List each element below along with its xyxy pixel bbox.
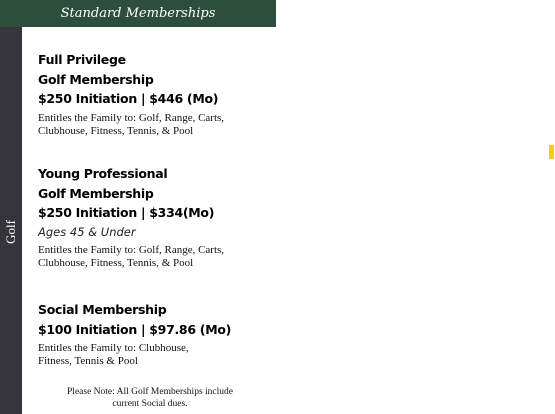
plan-price: $100 Initiation | $97.86 (Mo) — [38, 321, 232, 337]
footnote — [30, 387, 270, 410]
side-tab-label: Golf — [3, 220, 18, 244]
plan-name-line2: Golf Membership — [38, 185, 154, 201]
golf-side-tab[interactable] — [0, 27, 22, 414]
section-header — [0, 0, 276, 27]
plan-name-line1: Social Membership — [38, 302, 167, 317]
plan-social — [38, 300, 276, 368]
plan-name-line1: Young Professional — [38, 166, 168, 181]
plan-price: $250 Initiation | $446 (Mo) — [38, 91, 219, 106]
plan-description — [38, 342, 276, 368]
section-header-title: Standard Memberships — [60, 6, 216, 21]
accent-marker — [549, 145, 554, 159]
plan-description-line1: Entitles the Family to: Golf, Range, Carts, — [38, 111, 225, 124]
plan-description-line1: Entitles the Family to: Clubhouse, — [38, 342, 189, 354]
plan-description-line2: Clubhouse, Fitness, Tennis, & Pool — [38, 256, 194, 269]
footnote-line2: current Social dues. — [112, 398, 188, 409]
plan-name-line1: Full Privilege — [38, 52, 126, 67]
plan-description-line1: Entitles the Family to: Golf, Range, Carts, — [38, 243, 225, 256]
plan-age-note: Ages 45 & Under — [38, 224, 136, 239]
plan-description-line2: Clubhouse, Fitness, Tennis, & Pool — [38, 124, 194, 137]
footnote-line1: Please Note: All Golf Memberships include — [67, 387, 233, 397]
plan-description — [38, 112, 276, 138]
plan-young-professional — [38, 164, 276, 270]
plan-price: $250 Initiation | $334(Mo) — [38, 205, 215, 220]
plan-description-line2: Fitness, Tennis & Pool — [38, 355, 138, 367]
plan-name-line2: Golf Membership — [38, 71, 154, 87]
plan-description — [38, 244, 276, 270]
plan-full-privilege — [38, 50, 276, 138]
